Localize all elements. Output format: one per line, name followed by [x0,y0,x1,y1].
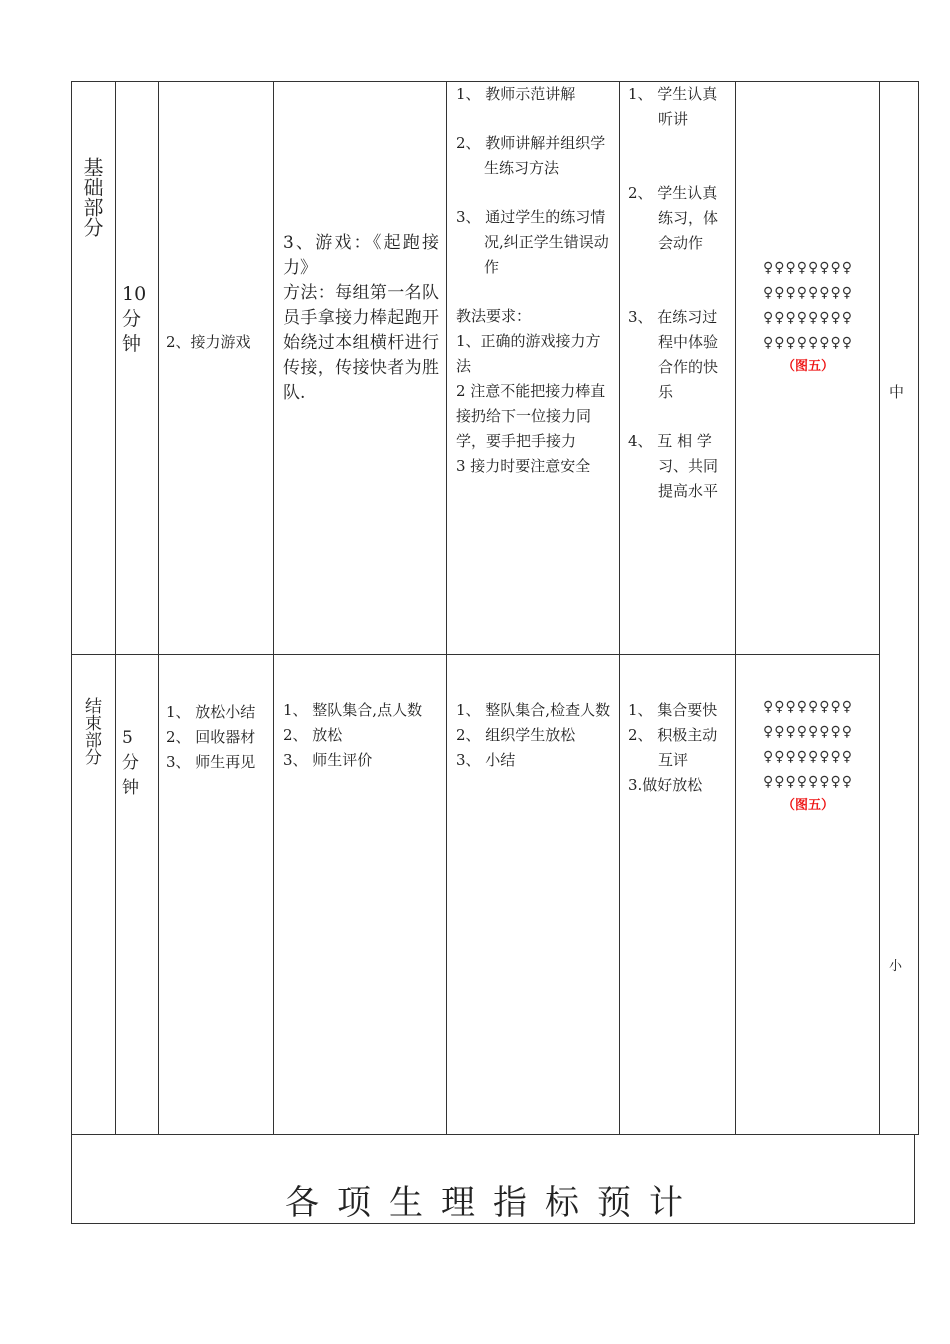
student-item: 1、 集合要快 [628,701,718,719]
teacher-item: 1、 整队集合,检查人数 [456,701,611,719]
figure-caption: （图五） [781,798,834,813]
content-end [166,700,271,775]
col-border [918,81,919,1135]
method-item: 3、 师生评价 [283,751,373,769]
formation-row: ♀♀♀♀♀♀♀♀ [762,749,854,765]
col-border [158,81,159,1135]
student-item: 2、 学生认真练习，体会动作 [628,184,719,252]
time-end: 5分钟 [122,728,139,798]
teacher-item: 2、 组织学生放松 [456,726,576,744]
teacher-item: 2、 教师讲解并组织学生练习方法 [456,134,606,177]
section-label-basic: 基础部分 [80,157,104,237]
time-basic: 10分钟 [122,283,147,355]
formation-row: ♀♀♀♀♀♀♀♀ [762,310,854,326]
section-label-end: 结束部分 [81,697,101,765]
formation-figure-end [738,695,878,817]
student-item: 4、 互 相 学习、共同提高水平 [628,432,719,500]
student-basic [628,82,728,504]
col-border [879,81,880,1135]
col-border [115,81,116,1135]
content-item: 2、 回收器材 [166,728,256,746]
formation-row: ♀♀♀♀♀♀♀♀ [762,260,854,276]
col-border [446,81,447,1135]
student-item: 3、 在练习过程中体验合作的快乐 [628,308,719,401]
teacher-requirements-title: 教法要求： [456,307,532,325]
formation-row: ♀♀♀♀♀♀♀♀ [762,285,854,301]
figure-caption: （图五） [781,359,834,374]
method-end [283,698,443,773]
section-title: 各项生理指标预计 [285,1183,701,1223]
table-bottom-border [71,1134,919,1135]
teacher-item: 1、 教师示范讲解 [456,85,576,103]
formation-row: ♀♀♀♀♀♀♀♀ [762,699,854,715]
teacher-requirement: 1、正确的游戏接力方法 [456,332,601,375]
student-item: 2、 积极主动互评 [628,726,718,769]
formation-row: ♀♀♀♀♀♀♀♀ [762,774,854,790]
formation-row: ♀♀♀♀♀♀♀♀ [762,335,854,351]
col-border [735,81,736,1135]
student-item: 1、 学生认真听讲 [628,85,718,128]
col-border [619,81,620,1135]
student-item: 3.做好放松 [628,776,703,794]
col-border [71,81,72,1224]
row-divider [71,654,879,655]
teacher-requirement: 2 注意不能把接力棒直接扔给下一位接力同学，要手把手接力 [456,382,606,450]
teacher-end [456,698,616,773]
content-item: 3、 师生再见 [166,753,256,771]
student-end [628,698,732,798]
method-item: 1、 整队集合,点人数 [283,701,423,719]
formation-row: ♀♀♀♀♀♀♀♀ [762,724,854,740]
intensity-basic: 中 [889,383,905,401]
intensity-end: 小 [889,959,903,974]
formation-figure-basic [738,256,878,378]
teacher-requirement: 3 接力时要注意安全 [456,457,591,475]
content-item: 1、 放松小结 [166,703,256,721]
col-border [273,81,274,1135]
teacher-item: 3、 小结 [456,751,516,769]
content-basic: 2、接力游戏 [166,333,251,351]
method-item: 2、 放松 [283,726,343,744]
teacher-basic [456,82,612,479]
method-basic: 3、游戏：《起跑接力》 方法：每组第一名队员手拿接力棒起跑开始绕过本组横杆进行传接，传接快者为胜队. [283,233,439,403]
teacher-item: 3、 通过学生的练习情况,纠正学生错误动作 [456,208,609,276]
